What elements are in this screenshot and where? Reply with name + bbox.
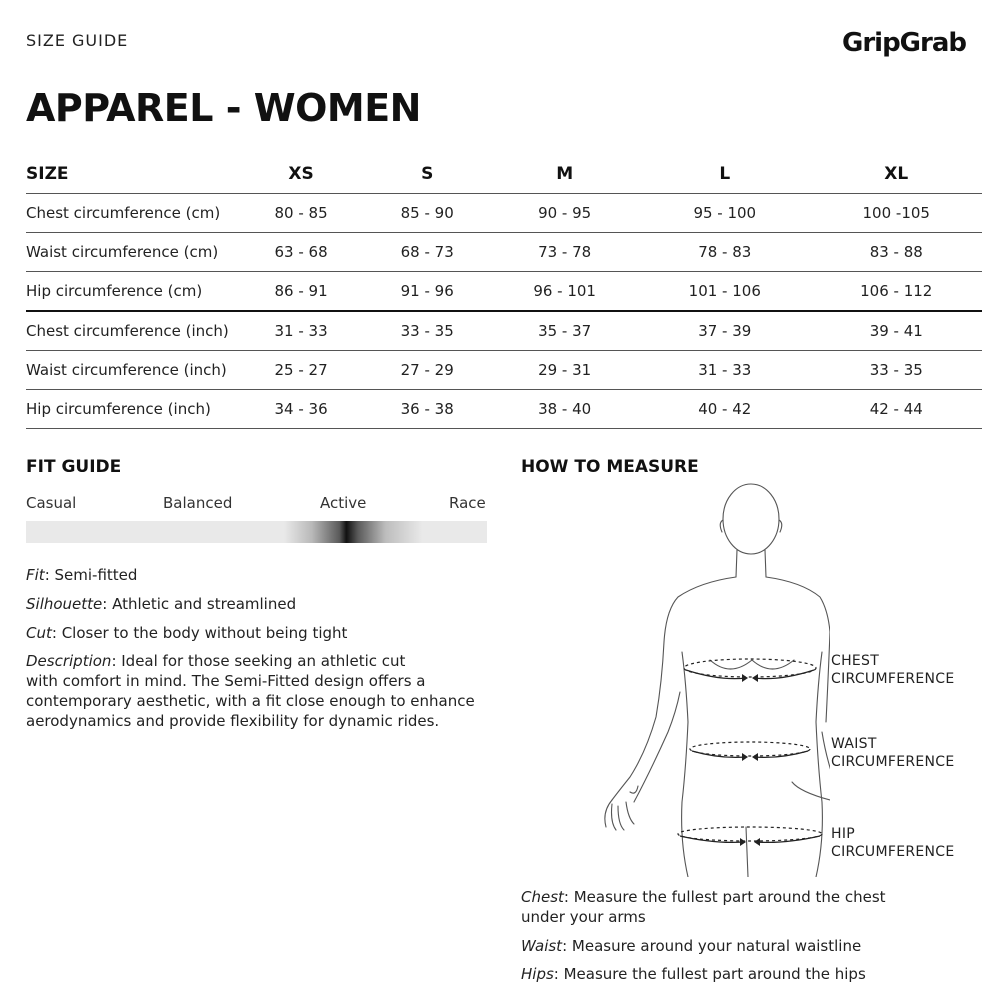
table-cell: 91 - 96: [364, 272, 490, 312]
table-cell: 85 - 90: [364, 194, 490, 233]
head-outline: [723, 484, 779, 554]
description-line: with comfort in mind. The Semi-Fitted design offers a: [26, 672, 426, 690]
note-label: Waist: [521, 937, 563, 955]
table-cell: 78 - 83: [639, 233, 810, 272]
hip-measure-line: [678, 827, 822, 846]
table-cell: 39 - 41: [811, 311, 983, 351]
chest-measure-line: [684, 659, 816, 682]
fit-scale-race: Race: [449, 494, 486, 512]
table-cell: 31 - 33: [639, 351, 810, 390]
fit-label: Fit: [26, 566, 45, 584]
silhouette-line: [26, 594, 496, 614]
waist-circumference-label: [831, 735, 955, 771]
table-cell: 34 - 36: [238, 390, 364, 429]
note-text: : Measure the fullest part around the chest: [563, 888, 886, 906]
table-row: [26, 311, 982, 351]
note-text: : Measure the fullest part around the hips: [553, 965, 866, 983]
column-header-m: M: [490, 155, 639, 194]
table-row: [26, 272, 982, 312]
row-label: Hip circumference (cm): [26, 272, 238, 312]
column-header-s: S: [364, 155, 490, 194]
how-to-measure-heading: HOW TO MEASURE: [521, 457, 699, 477]
note-text: under your arms: [521, 908, 646, 926]
silhouette-label: Silhouette: [26, 595, 103, 613]
row-label: Waist circumference (inch): [26, 351, 238, 390]
column-header-l: L: [639, 155, 810, 194]
label-line: WAIST: [831, 736, 877, 752]
description-line: contemporary aesthetic, with a fit close enough to enhance: [26, 692, 475, 710]
table-cell: 42 - 44: [811, 390, 983, 429]
cut-label: Cut: [26, 624, 52, 642]
fit-scale-bar: [26, 521, 487, 543]
column-header-xs: XS: [238, 155, 364, 194]
note-label: Hips: [521, 965, 554, 983]
row-label: Waist circumference (cm): [26, 233, 238, 272]
table-cell: 40 - 42: [639, 390, 810, 429]
body-outline-illustration: [590, 482, 830, 877]
fit-type-line: [26, 565, 496, 585]
table-cell: 73 - 78: [490, 233, 639, 272]
fit-scale-casual: Casual: [26, 494, 77, 512]
table-cell: 35 - 37: [490, 311, 639, 351]
cut-value: : Closer to the body without being tight: [51, 624, 348, 642]
table-header-row: [26, 155, 982, 194]
label-line: CIRCUMFERENCE: [831, 844, 955, 860]
table-cell: 106 - 112: [811, 272, 983, 312]
table-row: [26, 351, 982, 390]
label-line: CIRCUMFERENCE: [831, 671, 955, 687]
cut-line: [26, 623, 496, 643]
table-cell: 96 - 101: [490, 272, 639, 312]
note-text: : Measure around your natural waistline: [562, 937, 862, 955]
description-line: aerodynamics and provide flexibility for dynamic rides.: [26, 712, 440, 730]
table-row: [26, 194, 982, 233]
table-cell: 63 - 68: [238, 233, 364, 272]
table-cell: 31 - 33: [238, 311, 364, 351]
label-line: CIRCUMFERENCE: [831, 754, 955, 770]
table-cell: 25 - 27: [238, 351, 364, 390]
label-line: CHEST: [831, 653, 880, 669]
chest-circumference-label: [831, 652, 955, 688]
table-cell: 33 - 35: [364, 311, 490, 351]
hips-measure-note: [521, 964, 981, 984]
waist-measure-line: [690, 742, 810, 761]
table-cell: 27 - 29: [364, 351, 490, 390]
row-label: Chest circumference (cm): [26, 194, 238, 233]
chest-measure-note: [521, 887, 981, 927]
table-cell: 86 - 91: [238, 272, 364, 312]
label-line: HIP: [831, 826, 855, 842]
row-label: Chest circumference (inch): [26, 311, 238, 351]
brand-logo: GripGrab: [842, 28, 967, 58]
fit-scale-balanced: Balanced: [163, 494, 233, 512]
table-cell: 68 - 73: [364, 233, 490, 272]
table-cell: 90 - 95: [490, 194, 639, 233]
table-cell: 95 - 100: [639, 194, 810, 233]
table-row: [26, 233, 982, 272]
column-header-xl: XL: [811, 155, 983, 194]
table-cell: 100 -105: [811, 194, 983, 233]
silhouette-value: : Athletic and streamlined: [102, 595, 297, 613]
hip-circumference-label: [831, 825, 955, 861]
table-cell: 36 - 38: [364, 390, 490, 429]
table-cell: 80 - 85: [238, 194, 364, 233]
table-cell: 37 - 39: [639, 311, 810, 351]
note-label: Chest: [521, 888, 564, 906]
fit-value: : Semi-fitted: [44, 566, 138, 584]
table-cell: 33 - 35: [811, 351, 983, 390]
description-line: : Ideal for those seeking an athletic cut: [111, 652, 406, 670]
page-title: APPAREL - WOMEN: [26, 86, 421, 130]
fit-scale-active: Active: [320, 494, 367, 512]
waist-measure-note: [521, 936, 981, 956]
table-cell: 83 - 88: [811, 233, 983, 272]
fit-guide-heading: FIT GUIDE: [26, 457, 122, 477]
section-label: SIZE GUIDE: [26, 31, 129, 50]
column-header-size: SIZE: [26, 155, 238, 194]
description-label: Description: [26, 652, 112, 670]
table-cell: 101 - 106: [639, 272, 810, 312]
description-paragraph: [26, 651, 496, 731]
table-cell: 38 - 40: [490, 390, 639, 429]
table-row: [26, 390, 982, 429]
table-cell: 29 - 31: [490, 351, 639, 390]
size-table: [26, 155, 982, 429]
row-label: Hip circumference (inch): [26, 390, 238, 429]
